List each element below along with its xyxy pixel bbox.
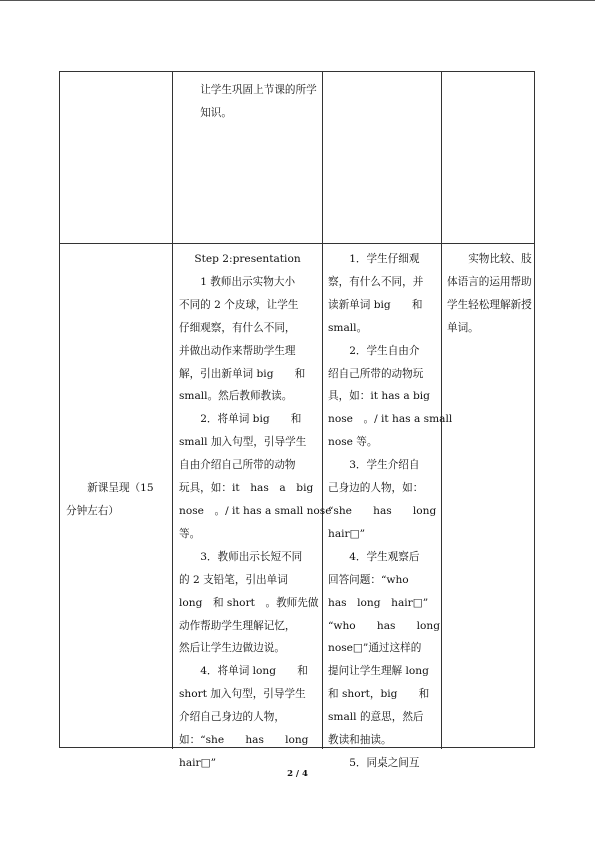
- text-line: 的 2 支铅笔，引出单词: [179, 573, 288, 586]
- text-line: 教读和抽读。: [328, 734, 392, 747]
- text-line: 4．将单词 long 和: [200, 665, 308, 678]
- text-line: 绍自己所带的动物玩: [328, 367, 424, 380]
- text-line: 3．教师出示长短不同: [200, 550, 303, 563]
- text-line: small 的意思，然后: [328, 711, 424, 724]
- stage-label: [66, 477, 166, 523]
- text-line: 和 short，big 和: [328, 688, 430, 701]
- text-line: 3．学生介绍自: [349, 459, 420, 472]
- text-line: hair□”: [179, 756, 217, 769]
- text-line: 实物比较、肢: [468, 253, 532, 265]
- teacher-activity-text: [179, 79, 316, 125]
- table-row: [60, 243, 534, 769]
- text-line: nose 。/ it has a small: [328, 413, 453, 426]
- text-line: 2．将单词 big 和: [200, 413, 302, 426]
- text-line: 己身边的人物，如：: [328, 482, 424, 495]
- text-line: “she has long: [328, 504, 437, 517]
- text-line: small 加入句型，引导学生: [179, 436, 307, 449]
- page-number: 2 / 4: [287, 769, 308, 779]
- text-line: 单词。: [447, 321, 479, 334]
- text-line: 并做出动作来帮助学生理: [179, 344, 296, 357]
- text-line: small。: [328, 321, 368, 334]
- text-line: 回答问题：“who: [328, 573, 409, 586]
- text-line: nose 等。: [328, 436, 378, 449]
- table-row: [60, 72, 534, 244]
- text-line: 介绍自己身边的人物，: [179, 711, 285, 724]
- text-line: 解，引出新单词 big 和: [179, 367, 306, 380]
- text-line: small。然后教师教读。: [179, 390, 293, 403]
- text-line: 5．同桌之间互: [349, 756, 420, 769]
- text-line: nose□”通过这样的: [328, 642, 422, 655]
- text-line: short 加入句型，引导学生: [179, 688, 306, 701]
- text-line: 学生轻松理解新授: [447, 298, 532, 311]
- text-line: 1 教师出示实物大小: [200, 275, 296, 288]
- text-line: 新课呈现（15: [87, 482, 154, 494]
- teacher-activity-cell: [173, 72, 323, 243]
- text-line: 具，如：it has a big: [328, 390, 430, 403]
- text-line: 1．学生仔细观: [349, 253, 420, 265]
- text-line: 不同的 2 个皮球，让学生: [179, 298, 299, 311]
- stage-cell: [60, 243, 173, 749]
- text-line: 分钟左右）: [66, 504, 119, 517]
- design-intent-text: [447, 248, 531, 340]
- text-line: 4．学生观察后: [349, 550, 420, 563]
- text-line: 察，有什么不同，并: [328, 275, 424, 288]
- text-line: 然后让学生边做边说。: [179, 642, 285, 655]
- text-line: 知识。: [200, 106, 232, 119]
- text-line: nose 。/ it has a small nose: [179, 504, 332, 517]
- text-line: 仔细观察，有什么不同，: [179, 321, 296, 334]
- design-intent-cell: [442, 243, 536, 749]
- text-line: “who has long: [328, 619, 441, 632]
- text-line: 让学生巩固上节课的所学: [200, 84, 317, 96]
- text-line: 2．学生自由介: [349, 344, 420, 357]
- text-line: 动作帮助学生理解记忆，: [179, 619, 296, 632]
- text-line: 自由介绍自己所带的动物: [179, 459, 296, 472]
- text-line: 读新单词 big 和: [328, 298, 423, 311]
- text-line: 玩具，如：it has a big: [179, 482, 314, 495]
- stage-cell: [60, 72, 173, 243]
- text-line: 等。: [179, 527, 201, 540]
- text-line: 提问让学生理解 long: [328, 665, 429, 678]
- text-line: 体语言的运用帮助: [447, 275, 532, 288]
- text-line: hair□”: [328, 527, 366, 540]
- teacher-activity-cell: [173, 243, 332, 769]
- student-activity-cell: [323, 243, 453, 769]
- step-heading: Step 2:presentation: [194, 253, 301, 265]
- text-line: long 和 short 。教师先做: [179, 596, 319, 609]
- text-line: 如：“she has long: [179, 734, 309, 747]
- student-activity-cell: [323, 72, 442, 243]
- student-activity-text: [328, 248, 453, 775]
- design-intent-cell: [442, 72, 536, 243]
- teacher-activity-text: [179, 248, 332, 775]
- lesson-plan-table: [59, 71, 535, 769]
- text-line: has long hair□”: [328, 596, 429, 609]
- header-rule: [0, 0, 595, 1]
